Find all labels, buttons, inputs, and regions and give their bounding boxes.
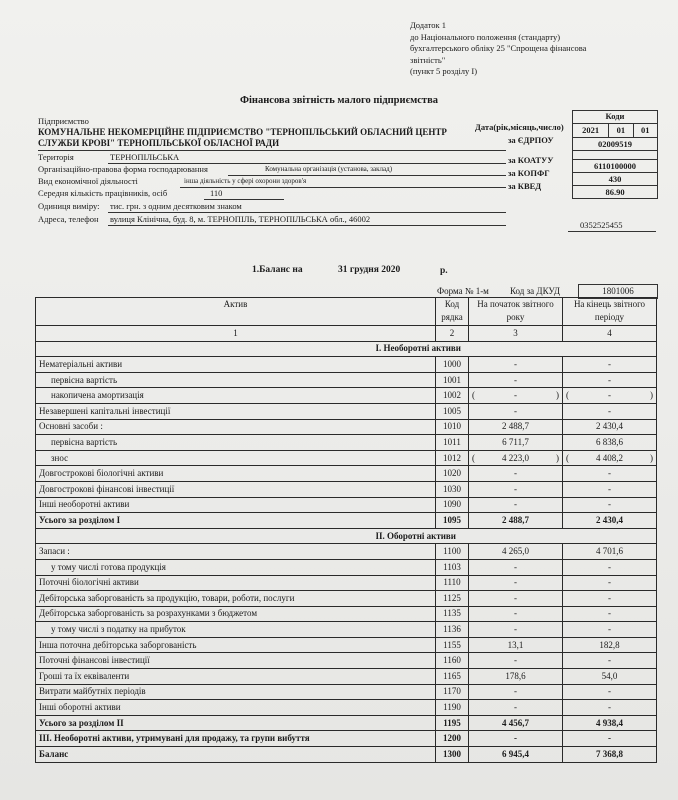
col-number: 4 [563, 326, 657, 342]
legal-form-label: Організаційно-правова форма господарювання [38, 164, 208, 174]
section-title: II. Оборотні активи [376, 528, 597, 544]
section-header-row [36, 528, 657, 544]
value-text: 4 408,2 [596, 452, 623, 463]
activity-label: Вид економічної діяльності [38, 176, 138, 186]
staff-label: Середня кількість працівників, осіб [38, 188, 168, 198]
table-row [36, 357, 657, 373]
row-code: 1010 [436, 419, 469, 435]
unit-label: Одиниця виміру: [38, 201, 100, 211]
table-row [36, 481, 657, 497]
date-label: Дата(рік,місяць,число) [475, 122, 564, 132]
row-end-value: 2 430,4 [563, 513, 657, 529]
row-start-value: - [469, 575, 563, 591]
total-row [36, 731, 657, 747]
row-end-value: 4 938,4 [563, 715, 657, 731]
address-label: Адреса, телефон [38, 214, 99, 224]
row-start-value: 2 488,7 [469, 513, 563, 529]
row-end-value: - [563, 403, 657, 419]
row-end-value: - [563, 466, 657, 482]
koatuu-value: 6110100000 [573, 160, 657, 173]
table-row [36, 544, 657, 560]
row-code: 1190 [436, 700, 469, 716]
enterprise-label: Підприємство [38, 116, 89, 126]
activity-value: інша діяльність у сфері охорони здоров'я [184, 177, 307, 185]
appendix-line: Додаток 1 [410, 20, 447, 30]
row-name: Дебіторська заборгованість за розрахунками з бюджетом [36, 606, 436, 622]
territory-label: Територія [38, 152, 74, 162]
row-end-value: ( - ) [563, 388, 657, 404]
row-code: 1200 [436, 731, 469, 747]
row-code: 1011 [436, 435, 469, 451]
total-row [36, 715, 657, 731]
row-end-value: - [563, 731, 657, 747]
unit-value: тис. грн. з одним десятковим знаком [110, 201, 242, 211]
row-code: 1136 [436, 622, 469, 638]
balance-table [35, 297, 657, 763]
address-value: вулиця Клінічна, буд. 8, м. ТЕРНОПІЛЬ, ТЕРНОПІЛЬСЬКА обл., 46002 [110, 214, 371, 224]
enterprise-name-line1: КОМУНАЛЬНЕ НЕКОМЕРЦІЙНЕ ПІДПРИЄМСТВО "ТЕРНОПІЛЬСЬКИЙ ОБЛАСНИЙ ЦЕНТР [38, 127, 447, 137]
row-start-value: - [469, 731, 563, 747]
koatuu-label: за КОАТУУ [508, 155, 554, 165]
value-text: 4 223,0 [502, 452, 529, 463]
date-cells [573, 124, 657, 138]
table-row [36, 606, 657, 622]
value-text: - [608, 390, 611, 401]
col-start-header: На початок звітного року [469, 298, 563, 326]
table-row [36, 403, 657, 419]
row-name: Усього за розділом I [36, 513, 436, 529]
row-end-value: 2 430,4 [563, 419, 657, 435]
kopfg-label: за КОПФГ [508, 168, 550, 178]
col-code-header: Код рядка [436, 298, 469, 326]
document-title: Фінансова звітність малого підприємства [240, 95, 438, 106]
date-month: 01 [609, 124, 633, 137]
row-name: Дебіторська заборгованість за продукцію, товари, роботи, послуги [36, 591, 436, 607]
row-name: Нематеріальні активи [36, 357, 436, 373]
col-end-header: На кінець звітного періоду [563, 298, 657, 326]
appendix-line: (пункт 5 розділу I) [410, 66, 478, 76]
row-name: III. Необоротні активи, утримувані для продажу, та групи вибуття [36, 731, 436, 747]
row-name: Інша поточна дебіторська заборгованість [36, 637, 436, 653]
row-name: Витрати майбутніх періодів [36, 684, 436, 700]
row-end-value: 7 368,8 [563, 747, 657, 763]
row-end-value: 4 701,6 [563, 544, 657, 560]
row-name: у тому числі з податку на прибуток [36, 622, 436, 638]
row-start-value: - [469, 497, 563, 513]
row-end-value: - [563, 653, 657, 669]
row-end-value: - [563, 591, 657, 607]
enterprise-name-line2: СЛУЖБИ КРОВІ" ТЕРНОПІЛЬСЬКОЇ ОБЛАСНОЇ РАДИ [38, 138, 280, 148]
row-name: Незавершені капітальні інвестиції [36, 403, 436, 419]
value-text: - [514, 390, 517, 401]
row-name: Довгострокові біологічні активи [36, 466, 436, 482]
row-end-value: - [563, 497, 657, 513]
total-row [36, 747, 657, 763]
date-day: 01 [641, 125, 650, 135]
date-year: 2021 [573, 124, 609, 137]
row-end-value: - [563, 481, 657, 497]
row-code: 1135 [436, 606, 469, 622]
row-end-value: - [563, 700, 657, 716]
table-row [36, 575, 657, 591]
row-code: 1170 [436, 684, 469, 700]
edrpou-value: 02009519 [573, 138, 657, 151]
legal-form-value: Комунальна організація (установа, заклад) [265, 165, 393, 173]
row-start-value: 6 945,4 [469, 747, 563, 763]
col-number: 3 [469, 326, 563, 342]
row-start-value: - [469, 606, 563, 622]
kved-label: за КВЕД [508, 181, 542, 191]
row-start-value: - [469, 481, 563, 497]
row-start-value: ( - ) [469, 388, 563, 404]
table-header-row [36, 298, 657, 326]
table-row [36, 591, 657, 607]
row-start-value: 178,6 [469, 669, 563, 685]
row-name: Запаси : [36, 544, 436, 560]
kved-value: 86.90 [605, 187, 625, 197]
row-start-value: 4 456,7 [469, 715, 563, 731]
row-code: 1000 [436, 357, 469, 373]
balance-year-suffix: р. [440, 266, 448, 276]
row-start-value: 13,1 [469, 637, 563, 653]
kopfg-value: 430 [573, 173, 657, 186]
row-start-value: 6 711,7 [469, 435, 563, 451]
territory-value: ТЕРНОПІЛЬСЬКА [110, 152, 180, 162]
row-name: Поточні біологічні активи [36, 575, 436, 591]
row-start-value: 4 265,0 [469, 544, 563, 560]
col-number: 1 [36, 326, 436, 342]
column-number-row [36, 326, 657, 342]
row-name: Поточні фінансові інвестиції [36, 653, 436, 669]
dkud-value: 1801006 [578, 284, 658, 299]
table-row [36, 388, 657, 404]
table-row [36, 653, 657, 669]
appendix-line: бухгалтерського обліку 25 "Спрощена фінансова [410, 43, 587, 53]
row-name: накопичена амортизація [36, 388, 436, 404]
row-start-value: - [469, 591, 563, 607]
row-name: у тому числі готова продукція [36, 559, 436, 575]
edrpou-label: за ЄДРПОУ [508, 135, 554, 145]
row-start-value: - [469, 372, 563, 388]
table-row [36, 559, 657, 575]
row-code: 1103 [436, 559, 469, 575]
code-spacer [573, 151, 657, 160]
row-code: 1020 [436, 466, 469, 482]
row-end-value: - [563, 575, 657, 591]
row-name: Усього за розділом II [36, 715, 436, 731]
table-row [36, 669, 657, 685]
row-name: Інші необоротні активи [36, 497, 436, 513]
row-name: первісна вартість [36, 372, 436, 388]
row-start-value: - [469, 684, 563, 700]
row-end-value: - [563, 559, 657, 575]
table-row [36, 450, 657, 466]
row-code: 1030 [436, 481, 469, 497]
section-header-row [36, 341, 657, 357]
table-row [36, 497, 657, 513]
form-number: Форма № 1-м [437, 286, 489, 296]
row-name: Інші оборотні активи [36, 700, 436, 716]
row-code: 1005 [436, 403, 469, 419]
table-row [36, 372, 657, 388]
row-name: Баланс [36, 747, 436, 763]
row-start-value: - [469, 653, 563, 669]
row-end-value: ( 4 408,2 ) [563, 450, 657, 466]
row-code: 1095 [436, 513, 469, 529]
staff-value: 110 [210, 188, 223, 198]
appendix-line: звітність" [410, 54, 446, 65]
row-name: первісна вартість [36, 435, 436, 451]
row-start-value: - [469, 403, 563, 419]
row-code: 1002 [436, 388, 469, 404]
row-end-value: - [563, 606, 657, 622]
row-code: 1155 [436, 637, 469, 653]
table-row [36, 622, 657, 638]
row-code: 1125 [436, 591, 469, 607]
row-start-value: - [469, 357, 563, 373]
table-row [36, 637, 657, 653]
row-name: Довгострокові фінансові інвестиції [36, 481, 436, 497]
row-name: знос [36, 450, 436, 466]
row-code: 1100 [436, 544, 469, 560]
balance-title: 1.Баланс на [252, 265, 303, 275]
appendix-note [410, 20, 640, 78]
phone-value: 0352525455 [580, 220, 623, 230]
row-start-value: 2 488,7 [469, 419, 563, 435]
table-row [36, 419, 657, 435]
row-end-value: 182,8 [563, 637, 657, 653]
row-start-value: - [469, 559, 563, 575]
codes-box [572, 110, 658, 199]
row-code: 1300 [436, 747, 469, 763]
balance-date: 31 грудня 2020 [338, 265, 401, 275]
row-end-value: - [563, 372, 657, 388]
row-end-value: - [563, 622, 657, 638]
col-number: 2 [436, 326, 469, 342]
col-active-header: Актив [36, 298, 436, 326]
row-start-value: - [469, 622, 563, 638]
total-row [36, 513, 657, 529]
row-name: Основні засоби : [36, 419, 436, 435]
row-code: 1195 [436, 715, 469, 731]
row-start-value: - [469, 700, 563, 716]
codes-head: Коди [573, 111, 657, 124]
section-title: I. Необоротні активи [376, 341, 597, 357]
appendix-line: до Національного положення (стандарту) [410, 31, 561, 42]
table-row [36, 684, 657, 700]
row-code: 1090 [436, 497, 469, 513]
row-code: 1165 [436, 669, 469, 685]
row-start-value: - [469, 466, 563, 482]
row-end-value: 6 838,6 [563, 435, 657, 451]
row-start-value: ( 4 223,0 ) [469, 450, 563, 466]
row-code: 1001 [436, 372, 469, 388]
dkud-label: Код за ДКУД [510, 286, 560, 296]
row-end-value: - [563, 684, 657, 700]
row-end-value: 54,0 [563, 669, 657, 685]
table-row [36, 466, 657, 482]
table-row [36, 700, 657, 716]
row-code: 1012 [436, 450, 469, 466]
table-row [36, 435, 657, 451]
row-code: 1160 [436, 653, 469, 669]
row-name: Гроші та їх еквіваленти [36, 669, 436, 685]
row-end-value: - [563, 357, 657, 373]
row-code: 1110 [436, 575, 469, 591]
